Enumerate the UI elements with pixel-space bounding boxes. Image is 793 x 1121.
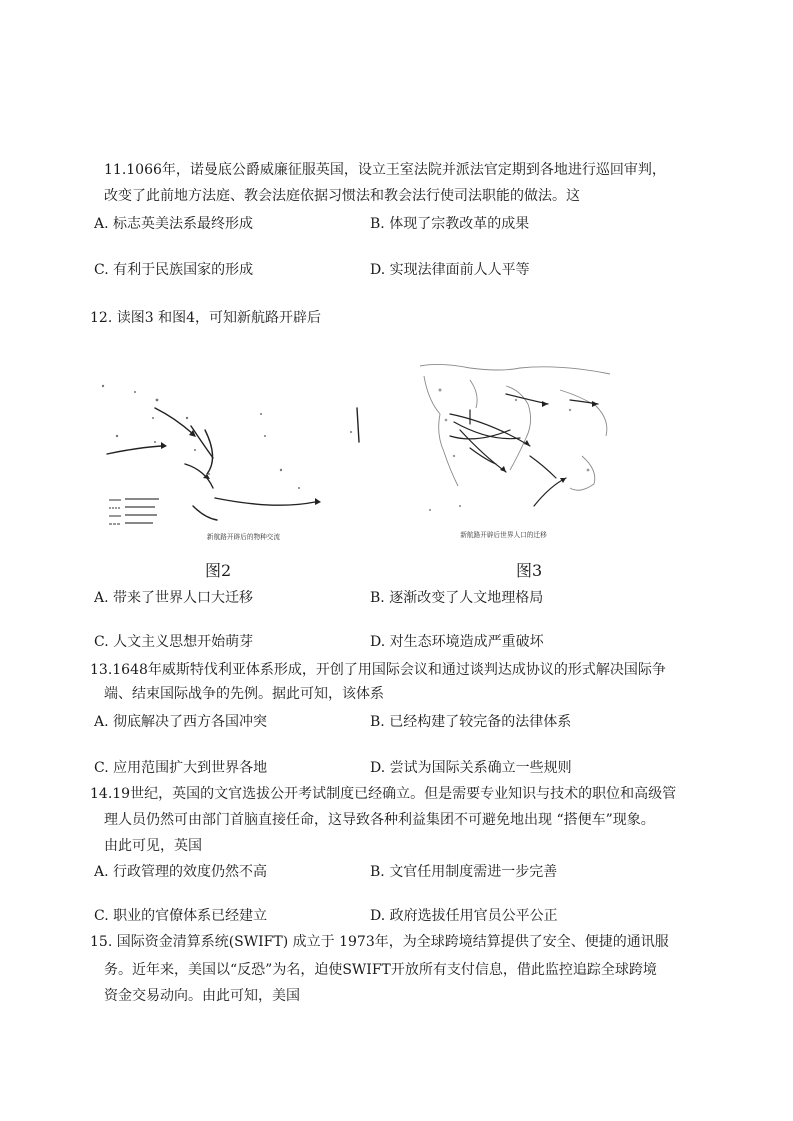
figure-3-map	[410, 360, 625, 543]
figure-2-label: 图2	[205, 561, 232, 580]
q13-option-a: A. 彻底解决了西方各国冲突	[94, 714, 268, 730]
q15-stem-line-3: 资金交易动向。由此可知，美国	[104, 988, 300, 1004]
q13-stem-line-1: 13.1648年威斯特伐利亚体系形成，开创了用国际会议和通过谈判达成协议的形式解决国际争	[90, 662, 666, 678]
q14-option-a: A. 行政管理的效度仍然不高	[94, 864, 268, 880]
q14-stem-line-2: 理人员仍然可由部门首脑直接任命，这导致各种利益集团不可避免地出现 “搭便车”现象。	[104, 812, 655, 828]
q13-option-c: C. 应用范围扩大到世界各地	[94, 760, 268, 776]
q12-option-a: A. 带来了世界人口大迁移	[94, 590, 254, 606]
species-exchange-map-image	[95, 378, 380, 543]
q15-stem-line-2: 务。近年来，美国以“反恐”为名，迫使SWIFT开放所有支付信息，借此监控追踪全球跨境	[104, 962, 657, 978]
population-migration-map-image	[410, 360, 625, 543]
q11-stem-line-2: 改变了此前地方法庭、教会法庭依据习惯法和教会法行使司法职能的做法。这	[104, 188, 580, 204]
q13-option-d: D. 尝试为国际关系确立一些规则	[370, 760, 572, 776]
q14-stem-line-1: 14.19世纪，英国的文官选拔公开考试制度已经确立。但是需要专业知识与技术的职位和高级管	[90, 786, 677, 802]
figure-3-label: 图3	[516, 561, 543, 580]
q14-option-c: C. 职业的官僚体系已经建立	[94, 908, 268, 924]
q14-option-d: D. 政府选拔任用官员公平公正	[370, 908, 558, 924]
q11-stem-line-1: 11.1066年，诺曼底公爵威廉征服英国，设立王室法院并派法官定期到各地进行巡回审判，	[104, 162, 666, 178]
q14-stem-line-3: 由此可见，英国	[104, 838, 202, 854]
q11-option-d: D. 实现法律面前人人平等	[370, 262, 530, 278]
q11-option-c: C. 有利于民族国家的形成	[94, 262, 254, 278]
q14-option-b: B. 文官任用制度需进一步完善	[370, 864, 558, 880]
figure-2-map	[95, 378, 380, 543]
q11-option-b: B. 体现了宗教改革的成果	[370, 216, 530, 232]
q12-option-b: B. 逐渐改变了人文地理格局	[370, 590, 544, 606]
q13-stem-line-2: 端、结束国际战争的先例。据此可知，该体系	[104, 686, 384, 702]
q15-stem-line-1: 15. 国际资金清算系统(SWIFT) 成立于 1973年，为全球跨境结算提供了安全、便捷的通讯服	[90, 934, 669, 950]
q13-option-b: B. 已经构建了较完备的法律体系	[370, 714, 572, 730]
q12-option-c: C. 人文主义思想开始萌芽	[94, 634, 254, 650]
figure-3-small-caption: 新航路开辟后世界人口的迁移	[460, 531, 547, 539]
q12-option-d: D. 对生态环境造成严重破坏	[370, 634, 544, 650]
q11-option-a: A. 标志英美法系最终形成	[94, 216, 254, 232]
figure-2-small-caption: 新航路开辟后的物种交流	[206, 533, 281, 541]
q12-stem: 12. 读图3 和图4，可知新航路开辟后	[90, 310, 321, 326]
